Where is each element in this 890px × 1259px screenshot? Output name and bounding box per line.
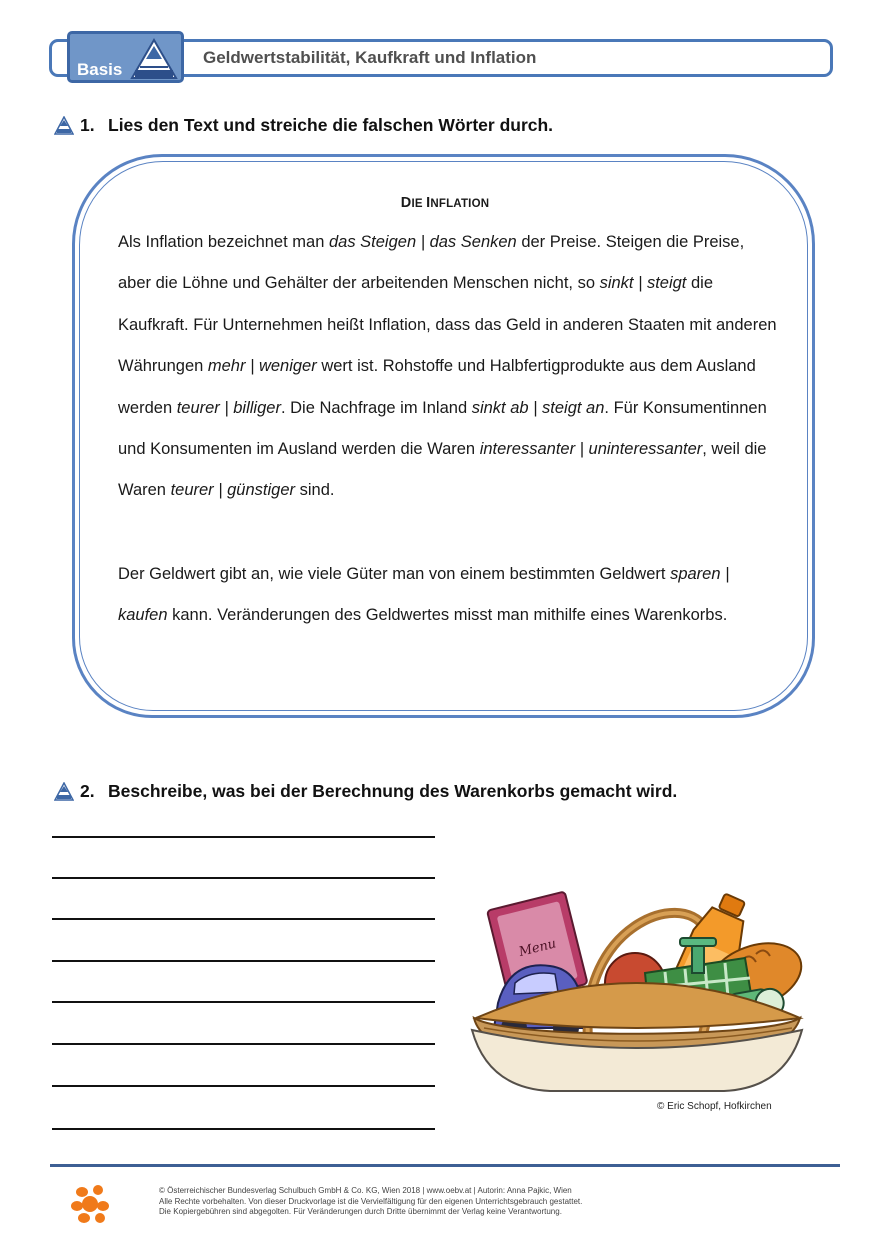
rights-line: Alle Rechte vorbehalten. Von dieser Druckvorlage ist die Vervielfältigung für den eigenen Unterrichtsgebrauch gestattet. xyxy=(159,1196,583,1206)
image-credit: © Eric Schopf, Hofkirchen xyxy=(657,1101,772,1112)
word-choice[interactable]: sinkt | steigt xyxy=(599,274,687,293)
copyright-line: © Österreichischer Bundesverlag Schulbuch GmbH & Co. KG, Wien 2018 | www.oebv.at | Autorin: Anna Pajkic, Wien xyxy=(159,1186,572,1195)
text-segment: der Preise. Steigen die Preise, aber die Löhne und Gehälter der arbeitenden Menschen nicht, so xyxy=(118,233,745,293)
fees-line: Die Kopiergebühren sind abgegolten. Für Veränderungen durch Dritte übernimmt der Verlag keine Verantwortung. xyxy=(159,1207,562,1216)
task-2-number: 2. xyxy=(80,781,95,801)
text-segment: . Für Konsumentinnen und Konsumenten im Ausland werden die Waren xyxy=(118,398,767,459)
badge-label: Basis xyxy=(77,60,123,79)
answer-line[interactable] xyxy=(52,918,435,920)
text-segment: die Kaufkraft. Für Unternehmen heißt Inflation, dass das Geld in anderen Staaten mit anderen Währungen xyxy=(118,274,777,376)
task-2-instruction: Beschreibe, was bei der Berechnung des Warenkorbs gemacht wird. xyxy=(108,781,678,801)
text-segment: sind. xyxy=(295,481,335,500)
text-segment: Der Geldwert gibt an, wie viele Güter man von einem bestimmten Geldwert xyxy=(118,565,671,583)
worksheet-title: Geldwertstabilität, Kaufkraft und Inflation xyxy=(203,48,537,67)
level-badge xyxy=(67,31,184,83)
pyramid-icon xyxy=(129,37,179,81)
word-choice[interactable]: das Steigen | das Senken xyxy=(328,233,517,251)
text-paragraph-1 xyxy=(118,222,778,512)
word-choice[interactable]: interessanter | uninteressanter xyxy=(479,440,703,459)
shopping-basket-illustration xyxy=(470,888,804,1094)
answer-line[interactable] xyxy=(52,1085,435,1087)
level-pyramid-icon xyxy=(54,116,74,136)
answer-line[interactable] xyxy=(52,1043,435,1045)
task-2 xyxy=(54,781,677,802)
word-choice[interactable]: sparen | kaufen xyxy=(118,565,730,625)
text-box-title: DIE INFLATION xyxy=(400,195,490,211)
level-pyramid-icon xyxy=(54,782,74,802)
text-segment: wert ist. Rohstoffe und Halbfertigprodukte aus dem Ausland werden xyxy=(118,357,756,417)
text-paragraph-2 xyxy=(118,554,778,637)
copyright-notice xyxy=(159,1186,582,1218)
answer-line[interactable] xyxy=(52,877,435,879)
text-segment: , weil die Waren xyxy=(118,440,767,500)
text-segment: Als Inflation bezeichnet man xyxy=(118,233,329,251)
word-choice[interactable]: teurer | günstiger xyxy=(170,481,296,500)
word-choice[interactable]: teurer | billiger xyxy=(176,398,281,417)
answer-line[interactable] xyxy=(52,1128,435,1130)
task-1-number: 1. xyxy=(80,115,95,135)
menu-label: Menu xyxy=(517,936,558,961)
text-segment: . Die Nachfrage im Inland xyxy=(280,398,472,417)
footer-rule xyxy=(50,1164,840,1167)
answer-line[interactable] xyxy=(52,1001,435,1003)
task-1 xyxy=(54,115,553,136)
word-choice[interactable]: mehr | weniger xyxy=(207,357,317,376)
answer-line[interactable] xyxy=(52,836,435,838)
word-choice[interactable]: sinkt ab | steigt an xyxy=(471,398,605,417)
answer-line[interactable] xyxy=(52,960,435,962)
task-1-instruction: Lies den Text und streiche die falschen Wörter durch. xyxy=(108,115,554,135)
text-segment: kann. Veränderungen des Geldwertes misst man mithilfe eines Warenkorbs. xyxy=(167,606,728,625)
publisher-logo xyxy=(70,1184,110,1224)
